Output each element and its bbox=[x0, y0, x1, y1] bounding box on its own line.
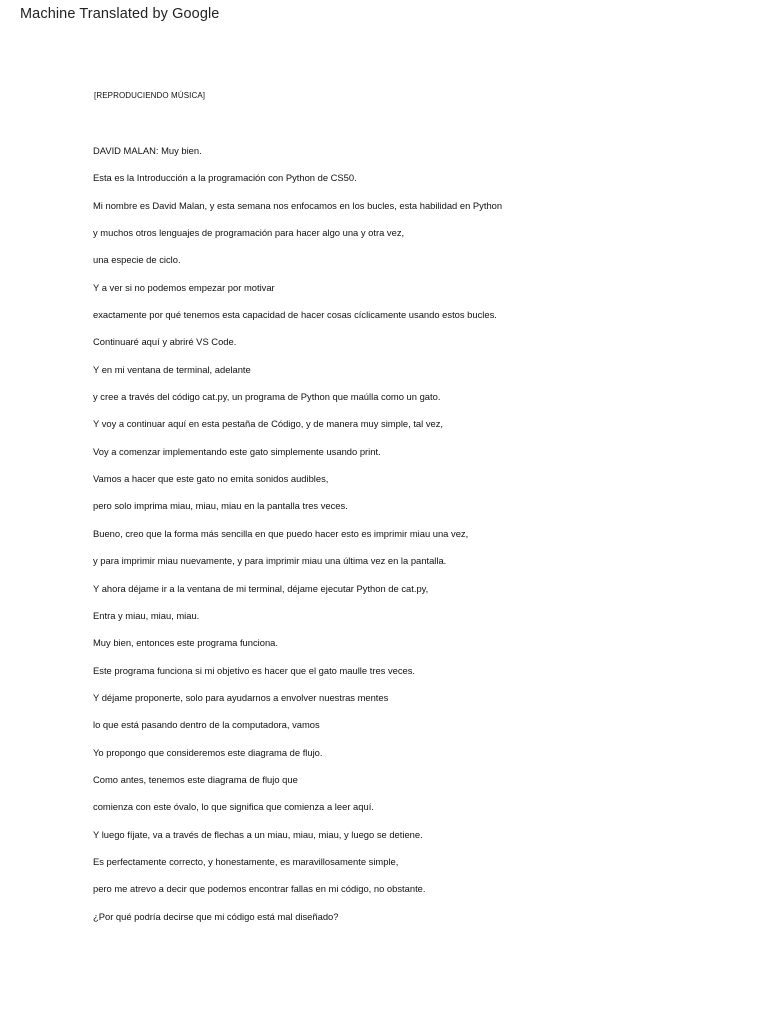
transcript-line: Continuaré aquí y abriré VS Code. bbox=[93, 336, 237, 348]
machine-translation-header: Machine Translated by Google bbox=[20, 6, 220, 22]
transcript-line: Y a ver si no podemos empezar por motivar bbox=[93, 281, 275, 293]
transcript-line: una especie de ciclo. bbox=[93, 254, 181, 266]
transcript-line: Yo propongo que consideremos este diagrama de flujo. bbox=[93, 746, 323, 758]
transcript-body bbox=[93, 145, 733, 938]
transcript-line: Voy a comenzar implementando este gato simplemente usando print. bbox=[93, 445, 381, 457]
transcript-line: Muy bien, entonces este programa funciona. bbox=[93, 637, 279, 649]
transcript-line: lo que está pasando dentro de la computadora, vamos bbox=[93, 719, 320, 731]
transcript-line: Es perfectamente correcto, y honestamente, es maravillosamente simple, bbox=[93, 855, 399, 867]
transcript-line: Mi nombre es David Malan, y esta semana nos enfocamos en los bucles, esta habilidad en Python bbox=[93, 199, 503, 211]
transcript-line: Este programa funciona si mi objetivo es hacer que el gato maulle tres veces. bbox=[93, 664, 416, 676]
transcript-line: pero me atrevo a decir que podemos encontrar fallas en mi código, no obstante. bbox=[93, 883, 426, 895]
transcript-line: comienza con este óvalo, lo que significa que comienza a leer aquí. bbox=[93, 801, 374, 813]
transcript-line: DAVID MALAN: Muy bien. bbox=[93, 145, 202, 156]
transcript-line: Bueno, creo que la forma más sencilla en que puedo hacer esto es imprimir miau una vez, bbox=[93, 527, 469, 539]
transcript-line: Esta es la Introducción a la programación con Python de CS50. bbox=[93, 172, 357, 184]
transcript-line: ¿Por qué podría decirse que mi código está mal diseñado? bbox=[93, 910, 339, 922]
transcript-line: exactamente por qué tenemos esta capacidad de hacer cosas cíclicamente usando estos bucles. bbox=[93, 309, 497, 321]
transcript-line: Y en mi ventana de terminal, adelante bbox=[93, 363, 251, 375]
transcript-line: Entra y miau, miau, miau. bbox=[93, 609, 200, 621]
transcript-line: y cree a través del código cat.py, un programa de Python que maúlla como un gato. bbox=[93, 391, 441, 403]
music-tag: [REPRODUCIENDO MÚSICA] bbox=[94, 91, 206, 100]
transcript-line: Como antes, tenemos este diagrama de flujo que bbox=[93, 773, 298, 785]
transcript-line: y muchos otros lenguajes de programación para hacer algo una y otra vez, bbox=[93, 227, 405, 239]
transcript-line: Vamos a hacer que este gato no emita sonidos audibles, bbox=[93, 473, 329, 485]
transcript-line: Y voy a continuar aquí en esta pestaña de Código, y de manera muy simple, tal vez, bbox=[93, 418, 444, 430]
transcript-line: Y luego fíjate, va a través de flechas a un miau, miau, miau, y luego se detiene. bbox=[93, 828, 423, 840]
transcript-line: y para imprimir miau nuevamente, y para imprimir miau una última vez en la pantalla. bbox=[93, 555, 447, 567]
transcript-line: pero solo imprima miau, miau, miau en la pantalla tres veces. bbox=[93, 500, 348, 512]
transcript-line: Y déjame proponerte, solo para ayudarnos a envolver nuestras mentes bbox=[93, 691, 389, 703]
transcript-line: Y ahora déjame ir a la ventana de mi terminal, déjame ejecutar Python de cat.py, bbox=[93, 582, 429, 594]
